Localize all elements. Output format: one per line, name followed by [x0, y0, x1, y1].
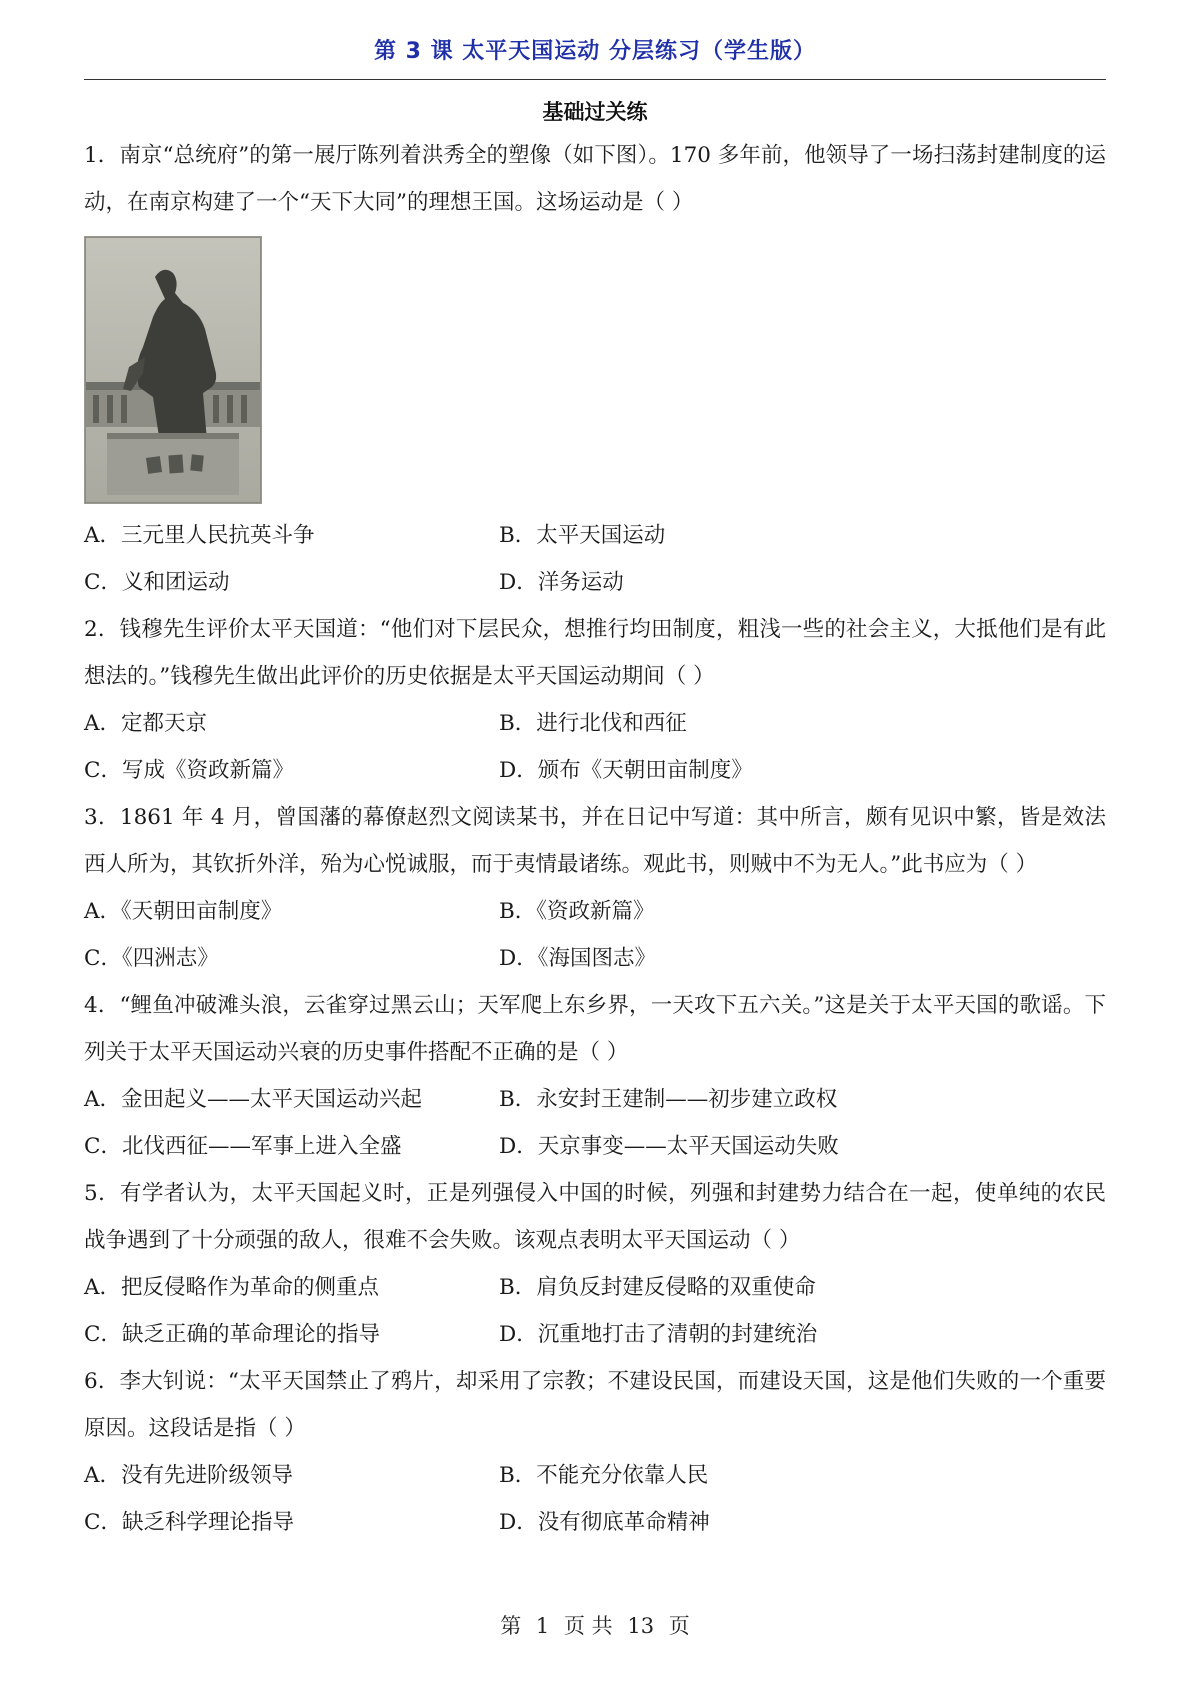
options-row	[84, 1264, 1106, 1311]
option-d: D．天京事变——太平天国运动失败	[499, 1134, 839, 1159]
options-row	[84, 1499, 1106, 1546]
page-total: 13	[627, 1614, 655, 1638]
option-b: B．太平天国运动	[499, 523, 666, 548]
option-b: B．肩负反封建反侵略的双重使命	[499, 1275, 816, 1300]
section-title: 基础过关练	[542, 100, 648, 124]
question-stem: 1．南京“总统府”的第一展厅陈列着洪秀全的塑像（如下图）。170 多年前，他领导了一场扫荡封建制度的运动，在南京构建了一个“天下大同”的理想王国。这场运动是（ ）	[84, 143, 1106, 215]
question-6	[84, 1358, 1106, 1546]
footer-suffix: 页	[668, 1614, 690, 1638]
options-row	[84, 1311, 1106, 1358]
question-stem: 6．李大钊说：“太平天国禁止了鸦片，却采用了宗教；不建设民国，而建设天国，这是他们失败的一个重要原因。这段话是指（ ）	[84, 1369, 1106, 1441]
footer-middle: 页 共	[563, 1614, 613, 1638]
options-row	[84, 700, 1106, 747]
option-d: D．没有彻底革命精神	[499, 1510, 710, 1535]
option-c: C．《四洲志》	[84, 946, 219, 971]
options-row	[84, 935, 1106, 982]
option-d: D．颁布《天朝田亩制度》	[499, 758, 753, 783]
page-number: 1	[535, 1614, 550, 1638]
options-row	[84, 888, 1106, 935]
header-divider	[84, 79, 1106, 80]
option-a: A．《天朝田亩制度》	[84, 899, 283, 924]
options-row	[84, 512, 1106, 559]
option-c: C．义和团运动	[84, 570, 230, 595]
document-header-title: 第 3 课 太平天国运动 分层练习（学生版）	[374, 39, 816, 64]
option-c: C．缺乏科学理论指导	[84, 1510, 294, 1535]
footer-prefix: 第	[500, 1614, 522, 1638]
page-footer	[0, 1610, 1190, 1640]
option-b: B．进行北伐和西征	[499, 711, 687, 736]
question-stem: 4．“鲤鱼冲破滩头浪，云雀穿过黑云山；天军爬上东乡界，一天攻下五六关。”这是关于太平天国的歌谣。下列关于太平天国运动兴衰的历史事件搭配不正确的是（ ）	[84, 993, 1106, 1065]
option-b: B．永安封王建制——初步建立政权	[499, 1087, 838, 1112]
option-c: C．缺乏正确的革命理论的指导	[84, 1322, 380, 1347]
question-5	[84, 1170, 1106, 1358]
option-c: C．写成《资政新篇》	[84, 758, 294, 783]
option-a: A．定都天京	[84, 711, 208, 736]
options-row	[84, 1076, 1106, 1123]
options-row	[84, 1123, 1106, 1170]
option-b: B．不能充分依靠人民	[499, 1463, 709, 1488]
options-row	[84, 747, 1106, 794]
option-d: D．洋务运动	[499, 570, 624, 595]
hong-xiuquan-statue-image	[85, 237, 261, 503]
option-d: D．《海国图志》	[499, 946, 656, 971]
question-stem: 2．钱穆先生评价太平天国道：“他们对下层民众，想推行均田制度，粗浅一些的社会主义，大抵他们是有此想法的。”钱穆先生做出此评价的历史依据是太平天国运动期间（ ）	[84, 617, 1106, 689]
option-d: D．沉重地打击了清朝的封建统治	[499, 1322, 818, 1347]
question-4	[84, 982, 1106, 1170]
question-1	[84, 132, 1106, 606]
option-c: C．北伐西征——军事上进入全盛	[84, 1134, 402, 1159]
question-3	[84, 794, 1106, 982]
question-2	[84, 606, 1106, 794]
question-stem: 5．有学者认为，太平天国起义时，正是列强侵入中国的时候，列强和封建势力结合在一起，使单纯的农民战争遇到了十分顽强的敌人，很难不会失败。该观点表明太平天国运动（ ）	[84, 1181, 1106, 1253]
option-a: A．三元里人民抗英斗争	[84, 523, 315, 548]
question-stem: 3．1861 年 4 月，曾国藩的幕僚赵烈文阅读某书，并在日记中写道：其中所言，颇有见识中繁，皆是效法西人所为，其钦折外洋，殆为心悦诚服，而于夷情最诸练。观此书，则贼中不为无人。”此书应为（ ）	[84, 805, 1106, 877]
question-list	[84, 132, 1106, 1546]
option-a: A．没有先进阶级领导	[84, 1463, 294, 1488]
option-a: A．把反侵略作为革命的侧重点	[84, 1275, 380, 1300]
options-row	[84, 559, 1106, 606]
options-row	[84, 1452, 1106, 1499]
option-a: A．金田起义——太平天国运动兴起	[84, 1087, 423, 1112]
option-b: B．《资政新篇》	[499, 899, 655, 924]
statue-photo	[84, 236, 262, 504]
